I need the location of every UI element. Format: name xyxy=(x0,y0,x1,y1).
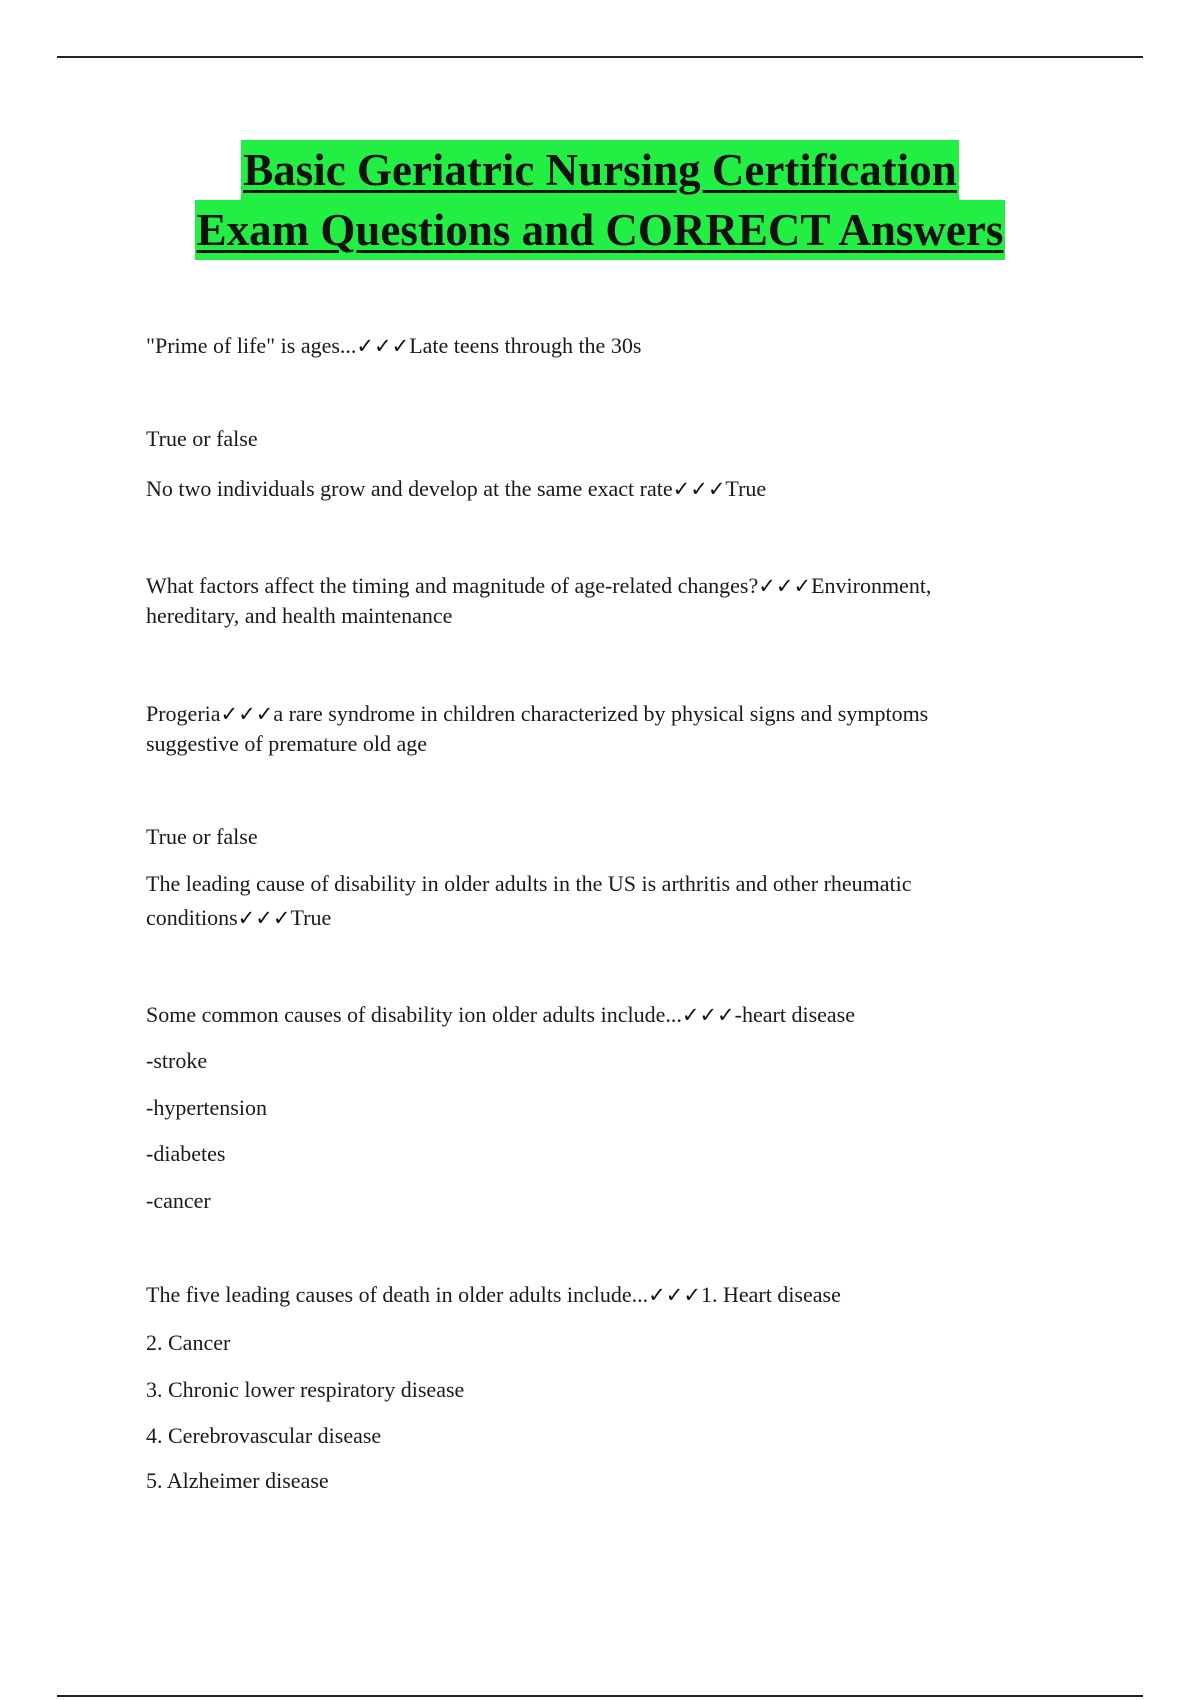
check-icon: ✓✓✓ xyxy=(220,702,274,726)
document-title xyxy=(0,140,1200,260)
qa-item-3 xyxy=(146,571,1046,601)
footer-rule xyxy=(57,1695,1143,1697)
answer-text: a rare syndrome in children characterized by physical signs and symptoms xyxy=(273,701,929,726)
answer-text: Environment, xyxy=(811,573,932,598)
qa-item-5-prefix: True or false xyxy=(146,824,258,849)
answer-continuation: hereditary, and health maintenance xyxy=(146,603,453,628)
check-icon: ✓✓✓ xyxy=(758,574,812,598)
question-text: Some common causes of disability ion older adults include... xyxy=(146,1002,682,1027)
qa-item-6 xyxy=(146,1000,1046,1030)
answer-text: Late teens through the 30s xyxy=(409,333,642,358)
list-item: -stroke xyxy=(146,1048,208,1073)
qa-item-2-prefix: True or false xyxy=(146,426,258,451)
list-item: 2. Cancer xyxy=(146,1330,231,1355)
answer-text: -heart disease xyxy=(734,1002,855,1027)
qa-item-2 xyxy=(146,474,1046,504)
check-icon: ✓✓✓ xyxy=(648,1283,701,1307)
qa-item-7 xyxy=(146,1280,1046,1310)
title-line-1: Basic Geriatric Nursing Certification xyxy=(241,140,959,200)
check-icon: ✓✓✓ xyxy=(356,334,410,358)
list-item: -cancer xyxy=(146,1188,211,1213)
qa-item-1 xyxy=(146,331,1046,361)
list-item: 5. Alzheimer disease xyxy=(146,1468,329,1493)
list-item: 3. Chronic lower respiratory disease xyxy=(146,1377,465,1402)
check-icon: ✓✓✓ xyxy=(672,477,726,501)
answer-continuation: suggestive of premature old age xyxy=(146,731,428,756)
question-text: What factors affect the timing and magnitude of age-related changes? xyxy=(146,573,759,598)
question-text: The leading cause of disability in older adults in the US is arthritis and other rheumatic xyxy=(146,871,912,896)
list-item: 4. Cerebrovascular disease xyxy=(146,1423,382,1448)
qa-item-4 xyxy=(146,699,1046,729)
list-item: -hypertension xyxy=(146,1095,267,1120)
qa-item-5 xyxy=(146,903,1046,933)
question-text: The five leading causes of death in older adults include... xyxy=(146,1282,649,1307)
question-continuation: conditions xyxy=(146,905,238,930)
header-rule xyxy=(57,56,1143,58)
answer-text: 1. Heart disease xyxy=(700,1282,841,1307)
check-icon: ✓✓✓ xyxy=(681,1003,735,1027)
question-text: No two individuals grow and develop at the same exact rate xyxy=(146,476,673,501)
question-text: "Prime of life" is ages... xyxy=(146,333,357,358)
answer-text: True xyxy=(725,476,767,501)
question-text: Progeria xyxy=(146,701,221,726)
list-item: -diabetes xyxy=(146,1141,226,1166)
answer-text: True xyxy=(290,905,332,930)
title-line-2: Exam Questions and CORRECT Answers xyxy=(195,200,1006,260)
check-icon: ✓✓✓ xyxy=(237,906,291,930)
